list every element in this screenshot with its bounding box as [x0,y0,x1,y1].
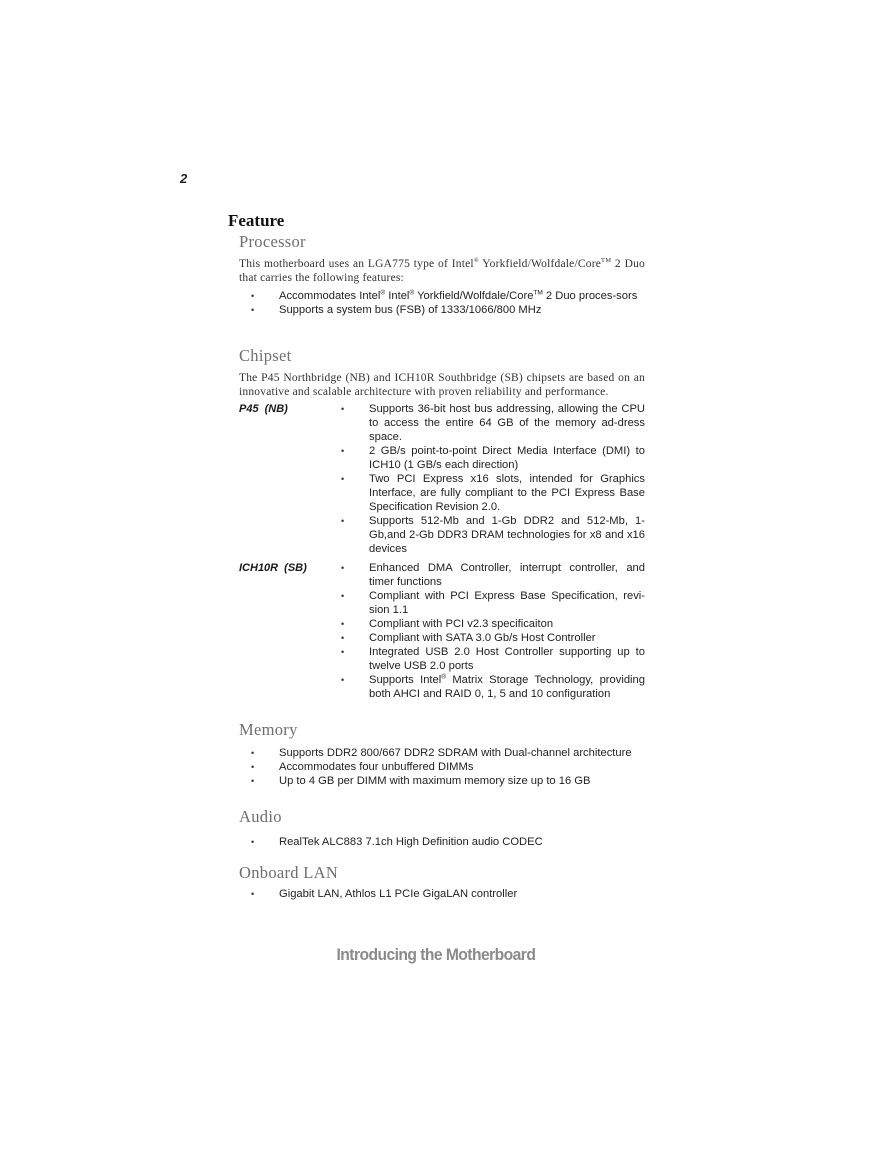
list-item: • Compliant with PCI Express Base Specification, revi-sion 1.1 [341,589,645,617]
list-item: • Enhanced DMA Controller, interrupt controller, and timer functions [341,561,645,589]
list-item: • Accommodates Intel® Intel® Yorkfield/Wolfdale/Core™ 2 Duo proces-sors [251,289,645,303]
list-item: • Up to 4 GB per DIMM with maximum memory size up to 16 GB [251,774,645,788]
list-item: • 2 GB/s point-to-point Direct Media Interface (DMI) to ICH10 (1 GB/s each direction) [341,444,645,472]
nb-label: P45 (NB) [239,403,288,415]
list-item: • Two PCI Express x16 slots, intended for Graphics Interface, are fully compliant to the PCI Express Base Specification Revision 2.0. [341,472,645,514]
processor-intro: This motherboard uses an LGA775 type of Intel® Yorkfield/Wolfdale/Core™ 2 Duo that carries the following features: [239,257,645,284]
list-item: • RealTek ALC883 7.1ch High Definition audio CODEC [251,835,645,849]
nb-list [341,402,645,556]
processor-list [251,289,645,317]
feature-title: Feature [228,211,285,230]
list-item: • Supports a system bus (FSB) of 1333/1066/800 MHz [251,303,645,317]
footer-title: Introducing the Motherboard [336,945,536,964]
list-item: • Compliant with SATA 3.0 Gb/s Host Controller [341,631,645,645]
list-item: • Gigabit LAN, Athlos L1 PCIe GigaLAN controller [251,887,645,901]
list-item: • Integrated USB 2.0 Host Controller supporting up to twelve USB 2.0 ports [341,645,645,673]
list-item: • Supports Intel® Matrix Storage Technology, providing both AHCI and RAID 0, 1, 5 and 10 configuration [341,673,645,701]
memory-heading: Memory [239,720,298,739]
sb-list [341,561,645,701]
audio-heading: Audio [239,807,282,826]
list-item: • Supports 512-Mb and 1-Gb DDR2 and 512-Mb, 1-Gb,and 2-Gb DDR3 DRAM technologies for x8 and x16 devices [341,514,645,556]
chipset-heading: Chipset [239,346,292,365]
list-item: • Compliant with PCI v2.3 specificaiton [341,617,645,631]
list-item: • Supports 36-bit host bus addressing, allowing the CPU to access the entire 64 GB of the memory ad-dress space. [341,402,645,444]
lan-list [251,887,645,901]
page-number: 2 [180,171,188,186]
list-item: • Accommodates four unbuffered DIMMs [251,760,645,774]
list-item: • Supports DDR2 800/667 DDR2 SDRAM with Dual-channel architecture [251,746,645,760]
processor-heading: Processor [239,232,306,251]
chipset-intro: The P45 Northbridge (NB) and ICH10R Southbridge (SB) chipsets are based on an innovative and scalable architecture with proven reliability and performance. [239,372,645,398]
lan-heading: Onboard LAN [239,863,339,882]
audio-list [251,835,645,849]
sb-label: ICH10R (SB) [239,562,307,574]
memory-list [251,746,645,788]
